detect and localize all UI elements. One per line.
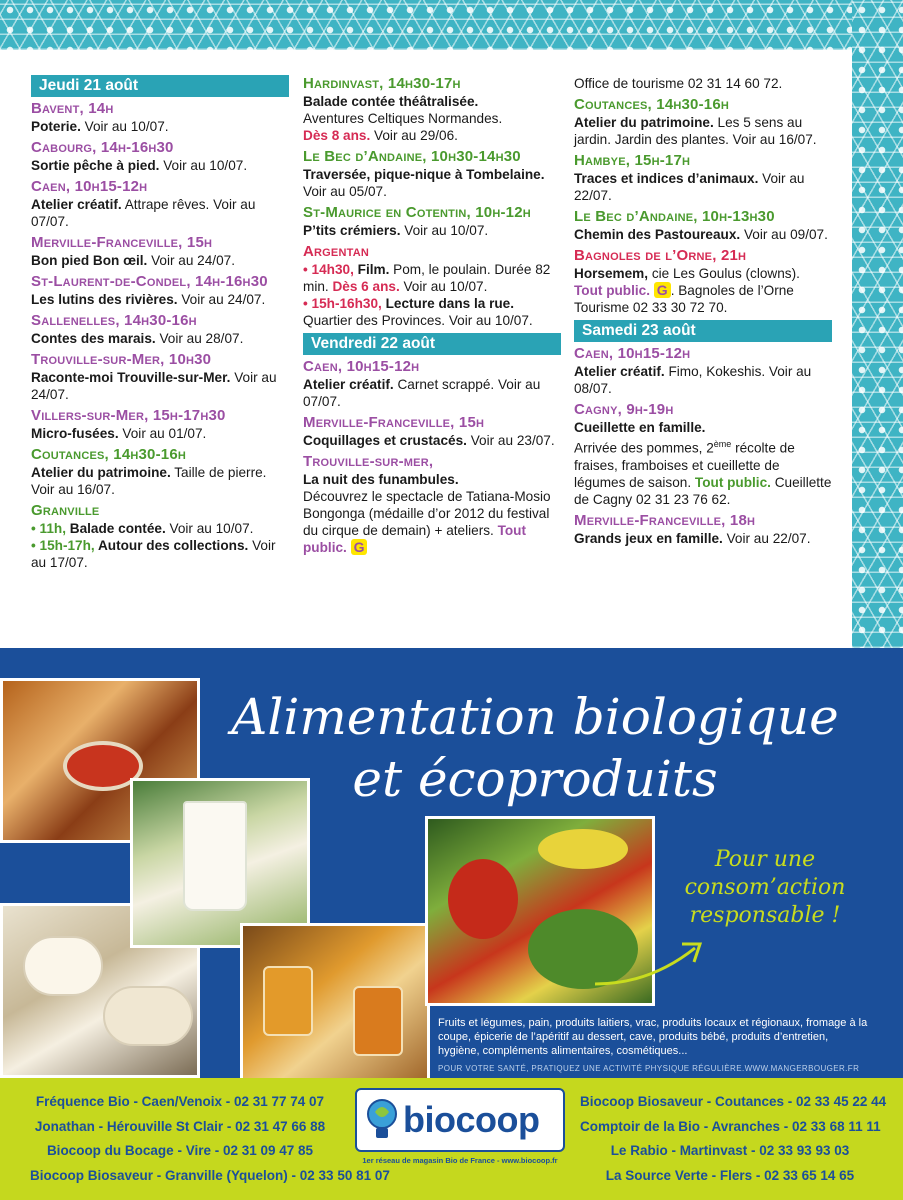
event-place: Granville <box>31 502 100 519</box>
event-title: Grands jeux en famille. <box>574 530 723 546</box>
event-item <box>31 446 289 498</box>
event-desc: Voir au 24/07. <box>177 292 266 307</box>
logo-wordmark: biocoop <box>403 1099 540 1140</box>
day-header-saturday: Samedi 23 août <box>574 320 832 342</box>
event-desc: Quartier des Provinces. Voir au 10/07. <box>303 313 533 328</box>
event-place: Caen, 10h15-12h <box>31 178 148 195</box>
day-header-thursday: Jeudi 21 août <box>31 75 289 97</box>
event-place: St-Maurice en Cotentin, 10h-12h <box>303 204 531 221</box>
event-title: Cueillette en famille. <box>574 420 706 435</box>
event-desc: Attrape rêves. Voir au 07/07. <box>31 197 256 229</box>
event-desc: Aventures Celtiques Normandes. <box>303 111 503 126</box>
event-desc: Pom, le poulain. Durée 82 min. <box>303 262 551 294</box>
event-time: • 15h-17h, <box>31 538 95 553</box>
event-place: Coutances, 14h30-16h <box>31 446 187 463</box>
event-item <box>303 75 561 144</box>
event-place: Trouville-sur-mer, <box>303 453 434 470</box>
event-title: La nuit des funambules. <box>303 472 459 487</box>
event-desc: Voir au 24/07. <box>147 253 235 268</box>
event-item <box>31 407 289 442</box>
day-header-friday: Vendredi 22 août <box>303 333 561 355</box>
event-desc: Voir au 17/07. <box>31 538 276 570</box>
ad-health-mention: POUR VOTRE SANTÉ, PRATIQUEZ UNE ACTIVITÉ PHYSIQUE RÉGULIÈRE.WWW.MANGERBOUGER.FR <box>438 1064 860 1073</box>
event-item <box>574 345 832 397</box>
store-line: Le Rabio - Martinvast - 02 33 93 93 03 <box>610 1143 850 1158</box>
event-title: Raconte-moi Trouville-sur-Mer. <box>31 370 231 385</box>
event-item <box>574 75 832 92</box>
event-desc: Voir au 10/07. <box>159 158 248 173</box>
logo-tagline: 1er réseau de magasin Bio de France - www.biocoop.fr <box>362 1156 558 1165</box>
stores-list-right <box>580 1090 887 1188</box>
event-title: Lecture dans la rue. <box>381 296 515 311</box>
event-item <box>31 351 289 403</box>
event-title: Chemin des Pastoureaux. <box>574 227 741 242</box>
event-title: Micro-fusées. <box>31 426 119 441</box>
event-title: Horsemem, <box>574 266 649 281</box>
event-time: • 15h-16h30, <box>303 296 382 311</box>
event-place: Caen, 10h15-12h <box>303 358 420 375</box>
event-item <box>31 273 289 308</box>
event-desc: Office de tourisme 02 31 14 60 72. <box>574 76 783 91</box>
pepper-shape <box>448 859 518 939</box>
store-line: Biocoop Biosaveur - Granville (Yquelon) - 02 33 50 81 07 <box>30 1167 390 1183</box>
event-title: Traces et indices d’animaux. <box>574 171 759 186</box>
event-desc: Voir au 22/07. <box>574 171 805 203</box>
event-bullet <box>31 537 289 571</box>
event-title: Balade contée. <box>66 521 166 536</box>
event-desc: Arrivée des pommes, 2 <box>574 440 714 456</box>
ad-slogan-line: responsable ! <box>689 903 841 928</box>
event-item <box>303 243 561 329</box>
event-place: Trouville-sur-Mer, 10h30 <box>31 351 212 368</box>
event-place: Le Bec d’Andaine, 10h30-14h30 <box>303 148 521 165</box>
event-title: Atelier du patrimoine. <box>574 115 714 130</box>
event-title: Film. <box>353 262 390 277</box>
event-title: Atelier créatif. <box>574 364 665 379</box>
event-desc: Découvrez le spectacle de Tatiana-Mosio Bongonga (médaille d’or 2012 du festival du cirque de demain) + ateliers. <box>303 489 551 538</box>
event-desc: Taille de pierre. Voir au 16/07. <box>31 465 267 497</box>
event-item <box>31 502 289 571</box>
event-item <box>31 178 289 230</box>
event-title: Coquillages et crustacés. <box>303 433 467 448</box>
event-item <box>574 401 832 508</box>
column-thursday <box>31 75 289 575</box>
event-place: Merville-Franceville, 15h <box>31 234 213 251</box>
event-desc: Voir au 01/07. <box>118 426 207 441</box>
decorative-pattern-top <box>0 0 903 50</box>
event-place: Hambye, 15h-17h <box>574 152 691 169</box>
superscript: ème <box>713 439 732 449</box>
jar-shape <box>263 966 313 1036</box>
event-place: Argentan <box>303 243 370 260</box>
event-item <box>31 234 289 269</box>
event-item <box>31 139 289 174</box>
event-title: Sortie pêche à pied. <box>31 158 160 173</box>
event-title: Bon pied Bon œil. <box>31 253 148 268</box>
event-desc: Les 5 sens au jardin. Jardin des plantes. Voir au 16/07. <box>574 115 817 147</box>
event-place: Bavent, 14h <box>31 100 114 117</box>
event-place: Hardinvast, 14h30-17h <box>303 75 461 92</box>
tout-public-label: Tout public. <box>574 283 651 298</box>
event-place: Cabourg, 14h-16h30 <box>31 139 174 156</box>
event-title: Autour des collections. <box>94 538 249 553</box>
event-place: St-Laurent-de-Condel, 14h-16h30 <box>31 273 268 290</box>
event-item <box>574 152 832 204</box>
photo-honey-jam <box>240 923 430 1078</box>
ad-slogan <box>650 846 880 930</box>
event-desc: récolte de fraises, framboises et cueillette de légumes de saison. <box>574 440 795 490</box>
store-line: La Source Verte - Flers - 02 33 65 14 65 <box>605 1167 855 1183</box>
event-place: Sallenelles, 14h30-16h <box>31 312 197 329</box>
milk-glass-shape <box>183 801 247 911</box>
event-title: P’tits crémiers. <box>303 223 401 238</box>
event-title: Poterie. <box>31 119 81 134</box>
ad-products-text: Fruits et légumes, pain, produits laitiers, vrac, produits locaux et régionaux, fromage à la coupe, épicerie de l’apéritif au dessert, cave, produits bébé, produits d’entretien, hygiène, compléments alimentaires, cosmétiques... <box>438 1017 868 1057</box>
curved-arrow-icon <box>590 934 710 994</box>
event-item <box>31 100 289 135</box>
cheese-shape <box>23 936 103 996</box>
event-place: Merville-Franceville, 15h <box>303 414 485 431</box>
event-item <box>303 453 561 556</box>
event-desc: Carnet scrappé. Voir au 07/07. <box>303 377 541 409</box>
tout-public-label: Tout public. <box>691 474 771 490</box>
event-place: Caen, 10h15-12h <box>574 345 691 362</box>
g-badge: G <box>351 539 368 555</box>
event-item <box>574 247 832 316</box>
event-bullet <box>31 520 289 537</box>
event-item <box>574 208 832 243</box>
biocoop-advertisement <box>0 648 903 1078</box>
jar-shape <box>353 986 403 1056</box>
event-item <box>574 512 832 547</box>
event-place: Cagny, 9h-19h <box>574 401 674 418</box>
event-desc: Voir au 10/07. <box>400 223 489 238</box>
event-title: Contes des marais. <box>31 331 156 346</box>
tout-public-label: Tout public. <box>303 523 527 555</box>
column-middle <box>303 75 561 560</box>
event-desc: Cueillette de Cagny 02 31 23 76 62. <box>574 474 832 507</box>
event-desc: Voir au 10/07. <box>399 279 488 294</box>
event-item <box>574 96 832 148</box>
lightbulb-icon <box>365 1098 399 1144</box>
g-badge: G <box>654 282 671 298</box>
column-right <box>574 75 832 551</box>
event-title: Atelier créatif. <box>303 377 394 392</box>
event-desc: cie Les Goulus (clowns). <box>648 266 800 281</box>
stores-footer <box>0 1078 903 1200</box>
event-desc: . Bagnoles de l’Orne Tourisme 02 33 30 72 70. <box>574 283 794 315</box>
event-item <box>303 148 561 200</box>
biocoop-logo <box>355 1088 565 1152</box>
age-badge: Dès 6 ans. <box>328 279 400 294</box>
event-item <box>303 358 561 410</box>
ad-title-line: Alimentation biologique <box>231 688 839 746</box>
event-title: Balade contée théâtralisée. <box>303 94 479 109</box>
event-desc: Voir au 24/07. <box>31 370 277 402</box>
event-bullet <box>303 261 561 295</box>
event-desc: Voir au 10/07. <box>165 521 254 536</box>
event-place: Villers-sur-Mer, 15h-17h30 <box>31 407 226 424</box>
store-line: Jonathan - Hérouville St Clair - 02 31 47 66 88 <box>34 1118 326 1134</box>
cheese-shape <box>103 986 193 1046</box>
event-item <box>303 414 561 449</box>
ad-title <box>210 686 860 810</box>
decorative-pattern-right <box>852 0 903 648</box>
banana-shape <box>538 829 628 869</box>
event-title: Atelier du patrimoine. <box>31 465 171 480</box>
event-time: • 11h, <box>31 521 66 536</box>
event-title: Les lutins des rivières. <box>31 292 178 307</box>
event-place: Coutances, 14h30-16h <box>574 96 730 113</box>
ad-slogan-line: consom’action <box>684 875 846 900</box>
event-place: Le Bec d’Andaine, 10h-13h30 <box>574 208 775 225</box>
event-desc: Voir au 09/07. <box>740 227 828 242</box>
event-desc: Voir au 29/06. <box>370 128 458 143</box>
event-title: Atelier créatif. <box>31 197 122 212</box>
event-item <box>303 204 561 239</box>
age-badge: Dès 8 ans. <box>303 128 371 143</box>
event-place: Merville-Franceville, 18h <box>574 511 756 529</box>
event-desc: Fimo, Kokeshis. Voir au 08/07. <box>574 364 812 396</box>
event-desc: Voir au 22/07. <box>722 530 811 546</box>
event-time: • 14h30, <box>303 262 354 277</box>
store-line: Biocoop du Bocage - Vire - 02 31 09 47 85 <box>46 1143 314 1158</box>
stores-list-left <box>30 1090 390 1188</box>
store-line: Fréquence Bio - Caen/Venoix - 02 31 77 74 07 <box>35 1094 325 1109</box>
event-desc: Voir au 23/07. <box>466 433 555 448</box>
event-item <box>31 312 289 347</box>
events-listing <box>0 75 852 648</box>
ad-title-line: et écoproduits <box>352 750 718 808</box>
event-desc: Voir au 05/07. <box>303 184 387 199</box>
event-desc: Voir au 10/07. <box>80 119 169 134</box>
event-desc: Voir au 28/07. <box>155 331 244 346</box>
store-line: Comptoir de la Bio - Avranches - 02 33 68 11 11 <box>580 1118 881 1134</box>
store-line: Biocoop Biosaveur - Coutances - 02 33 45 22 44 <box>580 1094 887 1109</box>
event-bullet <box>303 295 561 329</box>
event-place: Bagnoles de l’Orne, 21h <box>574 247 747 264</box>
ad-slogan-line: Pour une <box>714 847 816 872</box>
event-title: Traversée, pique-nique à Tombelaine. <box>303 167 545 182</box>
